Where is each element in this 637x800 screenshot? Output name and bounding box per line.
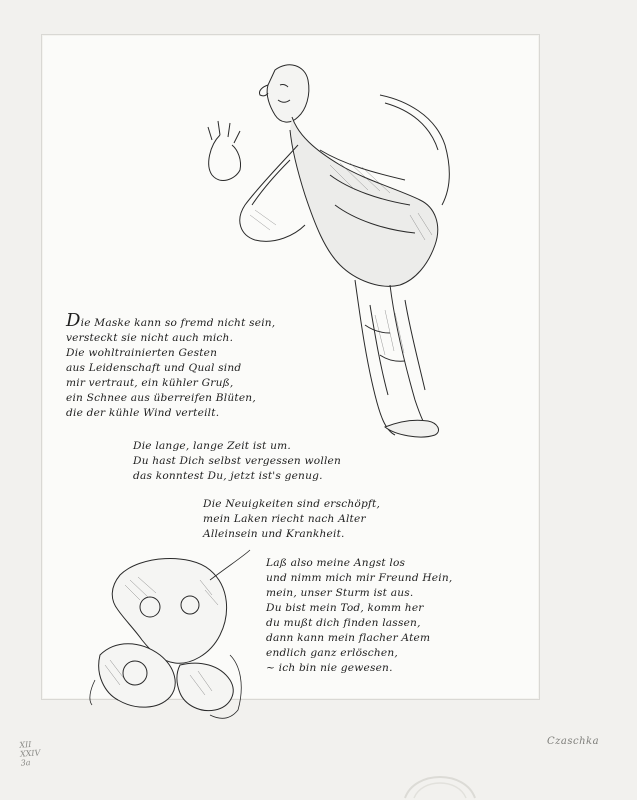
artist-signature: Czaschka <box>547 736 600 747</box>
poem-line: aus Leidenschaft und Qual sind <box>66 362 242 374</box>
edition-note-line: XII <box>19 739 32 750</box>
poem-line: Die Maske kann so fremd nicht sein, <box>66 310 276 331</box>
poem-line: mein Laken riecht nach Alter <box>203 513 366 525</box>
blind-stamp <box>400 760 480 800</box>
mask-illustration <box>80 545 255 720</box>
poem-line: ein Schnee aus überreifen Blüten, <box>66 392 256 404</box>
poem-stanza-1 <box>66 310 276 421</box>
poem-line: Die lange, lange Zeit ist um. <box>133 440 291 452</box>
poem-line: dann kann mein flacher Atem <box>266 632 431 644</box>
poem-stanza-3 <box>203 497 380 542</box>
poem-line: mir vertraut, ein kühler Gruß, <box>66 377 234 389</box>
poem-line: mein, unser Sturm ist aus. <box>266 587 414 599</box>
edition-note-line: 3a <box>20 758 31 768</box>
poem-line: Die Neuigkeiten sind erschöpft, <box>203 498 381 510</box>
poem-line: die der kühle Wind verteilt. <box>66 407 220 419</box>
poem-stanza-2 <box>133 439 341 484</box>
poem-line: Alleinsein und Krankheit. <box>203 528 345 540</box>
poem-line: du mußt dich finden lassen, <box>266 617 421 629</box>
poem-line: Du hast Dich selbst vergessen wollen <box>133 455 342 467</box>
poem-line: ~ ich bin nie gewesen. <box>266 662 393 674</box>
edition-note-line: XXIV <box>19 748 41 759</box>
poem-line: und nimm mich mir Freund Hein, <box>266 572 453 584</box>
poem-stanza-4 <box>266 556 452 676</box>
poem-line: endlich ganz erlöschen, <box>266 647 398 659</box>
edition-note <box>19 739 41 767</box>
poem-line: Laß also meine Angst los <box>266 557 406 569</box>
drop-cap: D <box>66 310 81 331</box>
poem-line: Du bist mein Tod, komm her <box>266 602 424 614</box>
poem-line: versteckt sie nicht auch mich. <box>66 332 234 344</box>
poem-line: Die wohltrainierten Gesten <box>66 347 218 359</box>
poem-line: das konntest Du, jetzt ist's genug. <box>133 470 323 482</box>
